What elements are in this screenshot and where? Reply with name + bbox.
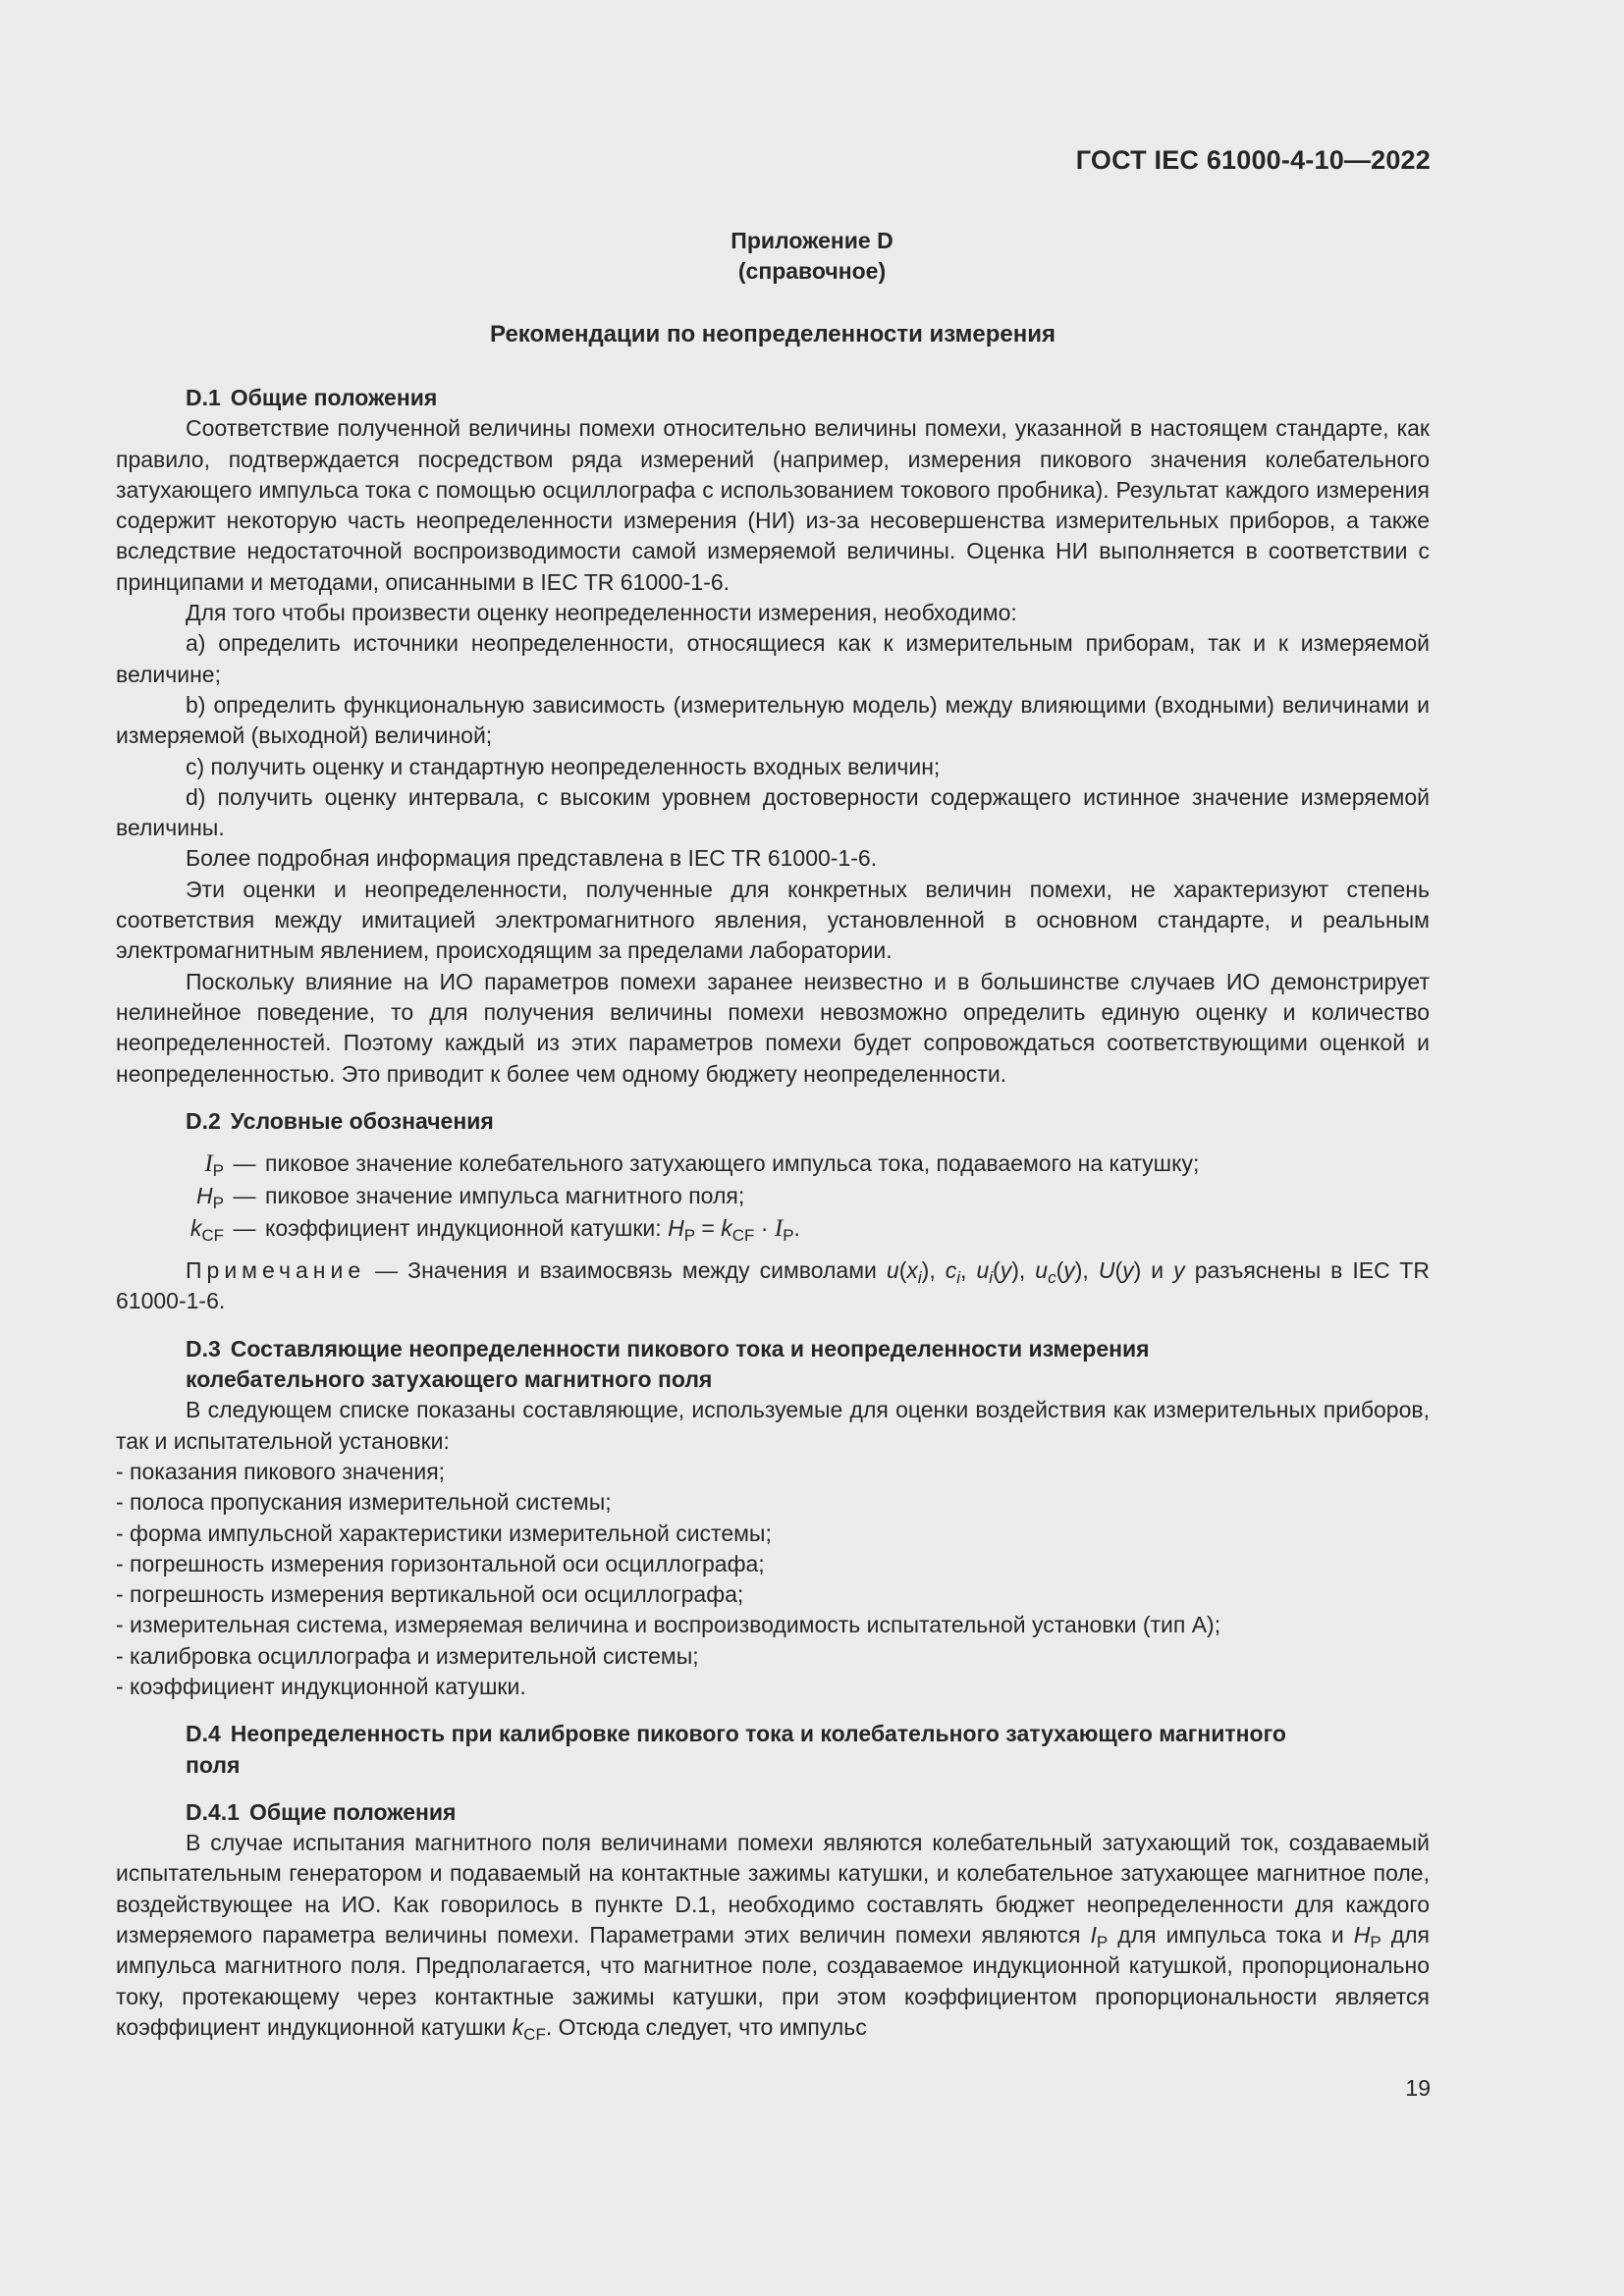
document-body — [116, 383, 1430, 2043]
symbols-list — [116, 1148, 1430, 1246]
list-item: c) получить оценку и стандартную неопределенность входных величин; — [186, 753, 941, 779]
annex-kind: (справочное) — [737, 258, 887, 284]
symbol: $H_P$ — [196, 1183, 224, 1213]
section-title-continued: колебательного затухающего магнитного поля — [186, 1366, 713, 1393]
bullet-item: - погрешность измерения горизонтальной оси осциллографа; — [116, 1550, 765, 1576]
symbol-row — [116, 1213, 1430, 1246]
bullet-item: - полоса пропускания измерительной системы; — [116, 1489, 612, 1516]
bullet-item: - измерительная система, измеряемая величина и воспроизводимость испытательной установки (тип А); — [116, 1612, 1221, 1638]
paragraph: Для того чтобы произвести оценку неопределенности измерения, необходимо: — [186, 600, 1017, 626]
page-number: 19 — [1405, 2075, 1431, 2101]
subsection-title: Общие положения — [248, 1798, 457, 1825]
bullet-item: - погрешность измерения вертикальной оси осциллографа; — [116, 1581, 744, 1608]
paragraph: В случае испытания магнитного поля величинами помехи являются колебательный затухающий ток, создаваемый испытательным генератором и подаваемый на контактные зажимы катушки, и колебательное затухающее магнитное поле, воздействующее на ИО. Как говорилось в пункте D.1, необходимо составлять бюджет неопределенности для каждого измеряемого параметра величины помехи. Параметрами этих величин помехи являются $I_P$ для импульса тока и $H_P$ для импульса магнитного поля. Предполагается, что магнитное поле, создаваемое индукционной катушкой, пропорционально току, протекающему через контактные зажимы катушки, при этом коэффициентом пропорциональности является коэффициент индукционной катушки $k_{CF}$. Отсюда следует, что импульс — [116, 1830, 1431, 2044]
symbol-definition: пиковое значение колебательного затухающего импульса тока, подаваемого на катушку; — [265, 1150, 1200, 1177]
section-heading-d1 — [186, 383, 1430, 413]
symbol-row — [116, 1181, 1430, 1213]
bullet-item: - показания пикового значения; — [116, 1458, 446, 1484]
bullet-item: - калибровка осциллографа и измерительной системы; — [116, 1642, 699, 1669]
paragraph: Соответствие полученной величины помехи относительно величины помехи, указанной в настоящем стандарте, как правило, подтверждается посредством ряда измерений (например, измерения пикового значения колебательного затухающего импульса тока с помощью осциллографа с использованием токового пробника). Результат каждого измерения содержит некоторую часть неопределенности измерения (НИ) из-за несовершенства измерительных приборов, а также вследствие недостаточной воспроизводимости самой измеряемой величины. Оценка НИ выполняется в соответствии с принципами и методами, описанными в IEC TR 61000-1-6. — [116, 415, 1430, 595]
list-item: d) получить оценку интервала, с высоким уровнем достоверности содержащего истинное значение измеряемой величины. — [116, 783, 1430, 841]
symbol-dash: — — [233, 1215, 256, 1242]
section-heading-d2 — [186, 1106, 1430, 1137]
subsection-number: D.4.1 — [186, 1798, 240, 1825]
symbol-dash: — — [233, 1183, 256, 1209]
paragraph: В следующем списке показаны составляющие, используемые для оценки воздействия как измерительных приборов, так и испытательной установки: — [116, 1397, 1430, 1454]
paragraph: Более подробная информация представлена в IEC TR 61000-1-6. — [186, 845, 878, 872]
note-label: Примечание — [186, 1257, 366, 1284]
section-number: D.3 — [186, 1335, 221, 1362]
document-code: ГОСТ IEC 61000-4-10—2022 — [1075, 145, 1431, 175]
symbol-definition: коэффициент индукционной катушки: $H_P = k_{CF} \cdot I_P$. — [265, 1215, 800, 1246]
section-title: Общие положения — [230, 385, 438, 410]
symbol-dash: — — [233, 1150, 256, 1177]
section-heading-d4 — [186, 1719, 1430, 1781]
note: Примечание — Значения и взаимосвязь между символами $u(x_i)$, $c_i$, $u_i(y)$, $u_c(y)$, U(y) и y разъяснены в IEC TR 61000-1-6. — [116, 1257, 1430, 1314]
annex-heading — [0, 226, 1624, 287]
symbol-definition: пиковое значение импульса магнитного поля; — [265, 1183, 745, 1209]
paragraph: Поскольку влияние на ИО параметров помехи заранее неизвестно и в большинстве случаев ИО демонстрирует нелинейное поведение, то для получения величины помехи невозможно определить единую оценку и количество неопределенностей. Поэтому каждый из этих параметров помехи будет сопровождаться соответствующими оценкой и неопределенностью. Это приводит к более чем одному бюджету неопределенности. — [116, 968, 1430, 1087]
section-heading-d3 — [186, 1334, 1430, 1396]
symbol-row — [116, 1148, 1430, 1181]
list-item: a) определить источники неопределенности, относящиеся как к измерительным приборам, так и к измеряемой величине; — [116, 630, 1430, 687]
section-title: Условные обозначения — [230, 1107, 494, 1134]
section-number: D.2 — [186, 1107, 221, 1134]
annex-title: Рекомендации по неопределенности измерения — [490, 321, 1056, 347]
section-title: Неопределенность при калибровке пикового тока и колебательного затухающего магнитного — [230, 1721, 1286, 1747]
section-title: Составляющие неопределенности пикового тока и неопределенности измерения — [230, 1335, 1150, 1362]
list-item: b) определить функциональную зависимость (измерительную модель) между влияющими (входными) величинами и измеряемой (выходной) величиной; — [116, 691, 1430, 749]
symbol: $I_P$ — [204, 1150, 224, 1181]
section-number: D.4 — [186, 1721, 221, 1747]
subsection-heading-d41 — [186, 1797, 1430, 1828]
symbol: $k_{CF}$ — [189, 1215, 224, 1246]
paragraph: Эти оценки и неопределенности, полученные для конкретных величин помехи, не характеризуют степень соответствия между имитацией электромагнитного явления, установленной в основном стандарте, и реальным электромагнитным явлением, происходящим за пределами лаборатории. — [116, 876, 1430, 964]
bullet-item: - коэффициент индукционной катушки. — [116, 1673, 526, 1699]
section-number: D.1 — [186, 385, 221, 410]
section-title-continued: поля — [186, 1751, 241, 1778]
bullet-item: - форма импульсной характеристики измерительной системы; — [116, 1520, 772, 1546]
annex-label: Приложение D — [731, 228, 893, 253]
